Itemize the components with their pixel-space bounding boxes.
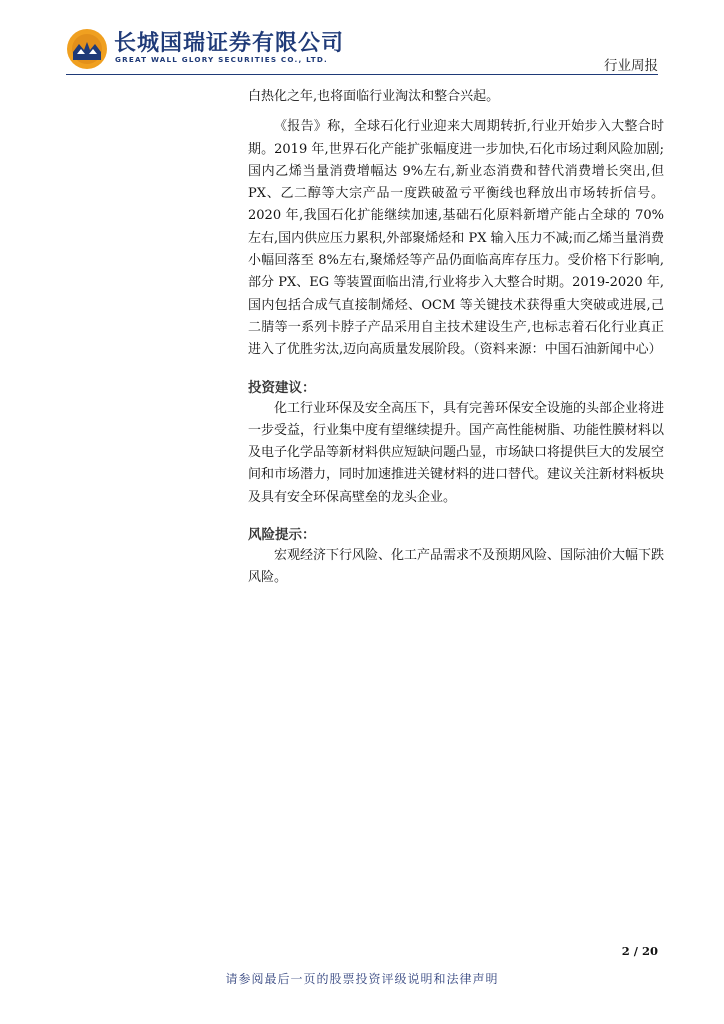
invest-heading: 投资建议： [248,379,316,396]
paragraph-report: 《报告》称，全球石化行业迎来大周期转折,行业开始步入大整合时期。2019 年,世界石化产能扩张幅度进一步加快,石化市场过剩风险加剧;国内乙烯当量消费增幅达 9%左右,新业态消费和替代消费增长突出,但 PX、乙二醇等大宗产品一度跌破盈亏平衡线也释放出市场转折信号。2020 年,我国石化扩能继续加速,基础石化原料新增产能占全球的 70%左右,国内供应压力累积,外部聚烯烃和 PX 输入压力不减;而乙烯当量消费小幅回落至 8%左右,聚烯烃等产品仍面临高库存压力。受价格下行影响,部分 PX、EG 等装置面临出清,行业将步入大整合时期。2019-2020 年,国内包括合成气直接制烯烃、OCM 等关键技术获得重大突破或进展,己二腈等一系列卡脖子产品采用自主技术建设生产,也标志着石化行业真正进入了优胜劣汰,迈向高质量发展阶段。（资料来源：中国石油新闻中心） [248,119,664,358]
main-content [248,86,664,590]
invest-paragraph: 化工行业环保及安全高压下，具有完善环保安全设施的头部企业将进一步受益，行业集中度有望继续提升。国产高性能树脂、功能性膜材料以及电子化学品等新材料供应短缺问题凸显，市场缺口将提供巨大的发展空间和市场潜力，同时加速推进关键材料的进口替代。建议关注新材料板块及具有安全环保高壁垒的龙头企业。 [248,400,665,505]
paragraph-continued: 白热化之年,也将面临行业淘汰和整合兴起。 [248,89,500,104]
page-header [0,0,724,76]
document-type: 行业周报 [604,58,658,74]
company-name-en: GREAT WALL GLORY SECURITIES CO., LTD. [115,55,328,64]
company-name-cn: 长城国瑞证券有限公司 [114,31,345,56]
risk-heading: 风险提示： [248,527,316,544]
page-number: 2 / 20 [621,944,658,958]
company-logo-icon [66,28,108,70]
disclaimer-footer: 请参阅最后一页的股票投资评级说明和法律声明 [225,972,499,986]
header-divider [66,74,658,75]
risk-paragraph: 宏观经济下行风险、化工产品需求不及预期风险、国际油价大幅下跌风险。 [248,548,665,586]
